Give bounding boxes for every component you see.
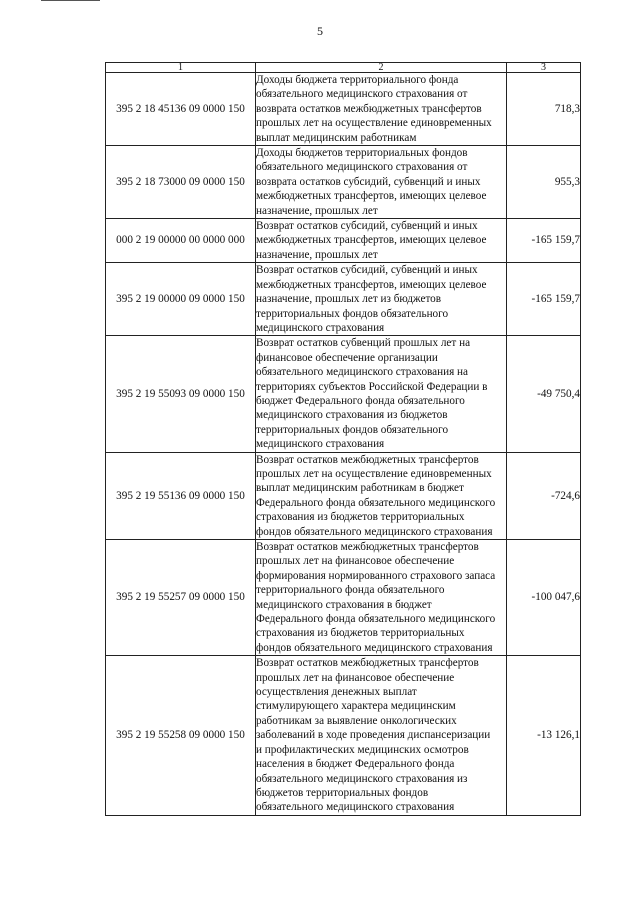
- description-line: медицинского страхования в бюджет: [256, 598, 432, 611]
- description-line: фондов обязательного медицинского страхования: [256, 641, 493, 654]
- description-line: населения в бюджет Федерального фонда: [256, 758, 455, 771]
- column-header-amount: 3: [507, 63, 581, 73]
- description-line: территориальных фондов обязательного: [256, 307, 449, 320]
- classification-code: 000 2 19 00000 00 0000 000: [106, 219, 256, 263]
- description-line: медицинского страхования: [256, 438, 385, 451]
- description-line: страхования из бюджетов территориальных: [256, 627, 465, 640]
- description-line: осуществления денежных выплат: [256, 686, 417, 699]
- table-row: [106, 540, 581, 656]
- description-line: Возврат остатков субсидий, субвенций и иных: [256, 220, 478, 233]
- description-line: Федерального фонда обязательного медицинского: [256, 496, 496, 509]
- income-description: [256, 336, 507, 452]
- description-line: бюджетов территориальных фондов: [256, 786, 429, 799]
- budget-table: [105, 62, 581, 816]
- income-description: [256, 263, 507, 336]
- amount-value: 718,3: [507, 73, 581, 146]
- description-line: прошлых лет на осуществление единовременных: [256, 117, 492, 130]
- amount-value: -13 126,1: [507, 656, 581, 815]
- amount-value: 955,3: [507, 146, 581, 219]
- description-line: межбюджетных трансфертов, имеющих целевое: [256, 234, 487, 247]
- amount-value: -100 047,6: [507, 540, 581, 656]
- description-line: возврата остатков субсидий, субвенций и иных: [256, 175, 481, 188]
- classification-code: 395 2 19 55257 09 0000 150: [106, 540, 256, 656]
- table-row: [106, 219, 581, 263]
- description-line: формирования нормированного страхового запаса: [256, 569, 496, 582]
- table-header-row: [106, 63, 581, 73]
- description-line: Возврат остатков субвенций прошлых лет на: [256, 337, 471, 350]
- description-line: и профилактических медицинских осмотров: [256, 743, 469, 756]
- description-line: Возврат остатков межбюджетных трансфертов: [256, 453, 479, 466]
- description-line: медицинского страхования: [256, 321, 385, 334]
- column-header-code: 1: [106, 63, 256, 73]
- table-row: [106, 263, 581, 336]
- table-body: [106, 73, 581, 816]
- table-row: [106, 336, 581, 452]
- classification-code: 395 2 19 00000 09 0000 150: [106, 263, 256, 336]
- description-line: межбюджетных трансфертов, имеющих целевое: [256, 278, 487, 291]
- classification-code: 395 2 19 55093 09 0000 150: [106, 336, 256, 452]
- column-header-description: 2: [256, 63, 507, 73]
- description-line: Возврат остатков субсидий, субвенций и иных: [256, 264, 478, 277]
- income-description: [256, 146, 507, 219]
- amount-value: -165 159,7: [507, 219, 581, 263]
- description-line: бюджет Федерального фонда обязательного: [256, 394, 465, 407]
- table-row: [106, 656, 581, 815]
- classification-code: 395 2 18 73000 09 0000 150: [106, 146, 256, 219]
- description-line: обязательного медицинского страхования: [256, 801, 455, 814]
- description-line: фондов обязательного медицинского страхования: [256, 525, 493, 538]
- description-line: выплат медицинским работникам в бюджет: [256, 482, 464, 495]
- description-line: работникам за выявление онкологических: [256, 714, 457, 727]
- description-line: обязательного медицинского страхования из: [256, 772, 468, 785]
- description-line: назначение, прошлых лет: [256, 248, 378, 261]
- description-line: межбюджетных трансфертов, имеющих целевое: [256, 190, 487, 203]
- description-line: возврата остатков межбюджетных трансфертов: [256, 102, 482, 115]
- classification-code: 395 2 18 45136 09 0000 150: [106, 73, 256, 146]
- description-line: территориальных фондов обязательного: [256, 423, 449, 436]
- amount-value: -49 750,4: [507, 336, 581, 452]
- table-row: [106, 146, 581, 219]
- description-line: обязательного медицинского страхования от: [256, 161, 468, 174]
- income-description: [256, 73, 507, 146]
- page-number: 5: [317, 24, 323, 38]
- description-line: обязательного медицинского страхования от: [256, 88, 468, 101]
- description-line: стимулирующего характера медицинским: [256, 700, 456, 713]
- description-line: прошлых лет на осуществление единовременных: [256, 467, 492, 480]
- top-rule: [41, 0, 100, 1]
- description-line: заболеваний в ходе проведения диспансеризации: [256, 729, 491, 742]
- table-row: [106, 452, 581, 539]
- table-row: [106, 73, 581, 146]
- description-line: страхования из бюджетов территориальных: [256, 511, 465, 524]
- description-line: медицинского страхования из бюджетов: [256, 409, 448, 422]
- description-line: Федерального фонда обязательного медицинского: [256, 613, 496, 626]
- amount-value: -165 159,7: [507, 263, 581, 336]
- description-line: Доходы бюджетов территориальных фондов: [256, 147, 468, 160]
- description-line: территориях субъектов Российской Федерации в: [256, 380, 488, 393]
- description-line: территориального фонда обязательного: [256, 584, 445, 597]
- description-line: Возврат остатков межбюджетных трансфертов: [256, 541, 479, 553]
- income-description: [256, 656, 507, 815]
- income-description: [256, 219, 507, 263]
- description-line: выплат медицинским работникам: [256, 131, 417, 144]
- description-line: прошлых лет на финансовое обеспечение: [256, 555, 455, 568]
- classification-code: 395 2 19 55258 09 0000 150: [106, 656, 256, 815]
- description-line: назначение, прошлых лет: [256, 204, 378, 217]
- description-line: обязательного медицинского страхования на: [256, 366, 469, 379]
- description-line: назначение, прошлых лет из бюджетов: [256, 293, 442, 306]
- description-line: Возврат остатков межбюджетных трансфертов: [256, 657, 479, 670]
- income-description: [256, 452, 507, 539]
- description-line: прошлых лет на финансовое обеспечение: [256, 671, 455, 684]
- income-description: [256, 540, 507, 656]
- amount-value: -724,6: [507, 452, 581, 539]
- description-line: Доходы бюджета территориального фонда: [256, 74, 459, 86]
- description-line: финансовое обеспечение организации: [256, 351, 438, 364]
- classification-code: 395 2 19 55136 09 0000 150: [106, 452, 256, 539]
